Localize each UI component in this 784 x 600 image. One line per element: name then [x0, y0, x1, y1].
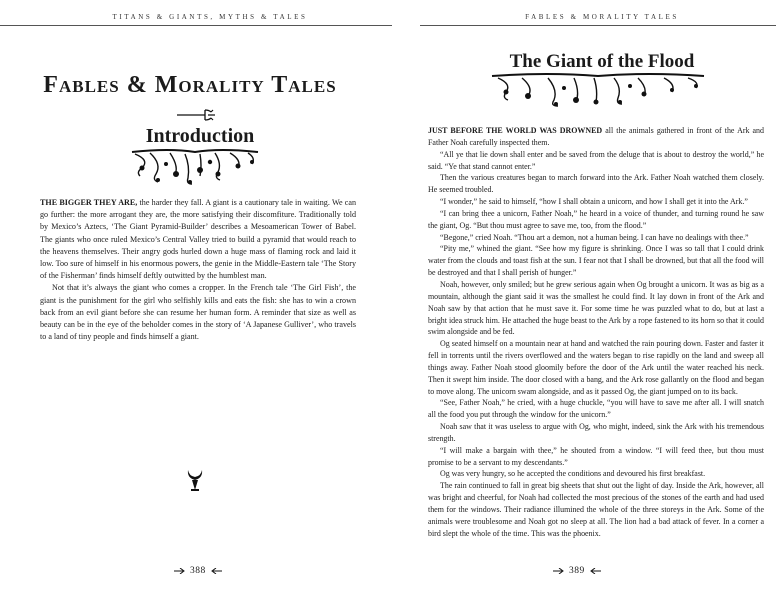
folio-number: 389 — [569, 566, 585, 576]
introduction-heading: Introduction — [145, 125, 255, 147]
paragraph-text: Noah, however, only smiled; but he grew serious again when Og brought a unicorn. It was as big as a mountain, although the giant said it was the smallest he could find. It lay down in front of the Ark and Noah saw by that action that he must save it. For some time he was puzzled what to do, but at last a bright idea struck him. He attached the huge beast to the Ark by a rope fastened to its horn so that it could swim alongside and be fed. — [428, 279, 764, 337]
trident-icon — [175, 108, 219, 122]
page-number — [174, 566, 222, 576]
folio-ornament-icon — [174, 568, 186, 574]
running-head: FABLES & MORALITY TALES — [525, 13, 679, 21]
paragraph — [428, 397, 764, 421]
running-head: TITANS & GIANTS, MYTHS & TALES — [112, 13, 308, 21]
paragraph-text: “I will make a bargain with thee,” he shouted from a window. “I will feed thee, but thou must promise to be a servant to my descendants.” — [428, 445, 764, 467]
paragraph-text: “I wonder,” he said to himself, “how I shall obtain a unicorn, and how I shall get it into the Ark.” — [440, 197, 748, 207]
story-title: The Giant of the Flood — [509, 51, 695, 72]
paragraph-text: Then the various creatures began to march forward into the Ark. Father Noah watched them closely. He seemed troubled. — [428, 173, 764, 195]
story-text — [428, 125, 764, 540]
paragraph-text: Og seated himself on a mountain near at hand and watched the rain pouring down. Faster and faster it fell in torrents until the rivers overflowed and the waters began to rise rapidly on the land and sweep all things away. Father Noah stood gloomily before the door of the Ark until the water reached his neck. Then it swept him inside. The door closed with a bang, and the Ark rose gallantly on the flood and began to move along. The unicorn swam alongside, and as it passed Og, the giant jumped on to its back. — [428, 339, 764, 396]
swirl-ornament-icon — [488, 72, 708, 110]
paragraph-text: “See, Father Noah,” he cried, with a huge chuckle, “you will have to save me after all. I will snatch all the food you put through the window for the unicorn.” — [428, 398, 764, 420]
horned-ornament-icon — [186, 468, 204, 492]
lead-in: JUST BEFORE THE WORLD WAS DROWNED — [428, 126, 603, 135]
paragraph-text: “All ye that lie down shall enter and be saved from the deluge that is about to destroy the world,” he said. “Ye that stand cannot enter.” — [428, 149, 764, 171]
paragraph-text: The rain continued to fall in great big sheets that shut out the light of day. Inside the Ark, however, all was bright and cheerful, for Noah had collected the most precious of the stones of the earth and had used them for the windows. Their radiance illumined the whole of the three storeys in the Ark. Some of the animals were troublesome and Noah got no sleep at all. The lion had a bad attack of fever. In a corner a bird slept the whole of the time. This was the phoenix. — [428, 481, 764, 538]
paragraph-text: all the animals gathered in front of the Ark and Father Noah carefully inspected them. — [428, 126, 764, 147]
swirl-ornament-icon — [130, 146, 260, 186]
paragraph — [428, 172, 764, 196]
paragraph — [428, 232, 764, 244]
paragraph — [428, 125, 764, 149]
paragraph-text: “I can bring thee a unicorn, Father Noah,” he heard in a voice of thunder, and turning round he saw the giant, Og. “But thou must agree to save me, too, from the flood.” — [428, 208, 764, 230]
paragraph-text: Noah saw that it was useless to argue with Og, who might, indeed, sink the Ark with his tremendous strength. — [428, 422, 764, 443]
paragraph-text: Not that it’s always the giant who comes a cropper. In the French tale ‘The Girl Fish’, the giant is the punishment for the girl who selfishly kills and eats the fish: she has to win a crown back from an evil giant before she can resume her human form. A reminder that size as well as beauty can be in the eye of the beholder comes in the story of ‘A Japanese Gulliver’, who travels to a land of tiny people and finds himself a giant. — [40, 283, 356, 342]
paragraph — [428, 149, 764, 173]
folio-ornament-icon — [553, 568, 565, 574]
paragraph — [428, 208, 764, 232]
paragraph — [428, 243, 764, 279]
right-page — [392, 0, 784, 600]
paragraph — [428, 421, 764, 445]
paragraph-text: Og was very hungry, so he accepted the conditions and devoured his first breakfast. — [440, 469, 706, 479]
lead-in: THE BIGGER THEY ARE, — [40, 198, 138, 207]
paragraph — [40, 197, 356, 282]
folio-ornament-icon — [210, 568, 222, 574]
paragraph-text: “Begone,” cried Noah. “Thou art a demon, not a human being. I can have no dealings with thee.” — [440, 232, 749, 242]
paragraph-text: “Pity me,” whined the giant. “See how my figure is shrinking. Once I was so tall that I could drink water from the clouds and toast fish at the sun. I fear not that I shall be drowned, but that all the food will be destroyed and that I shall perish of hunger.” — [428, 244, 764, 278]
paragraph — [428, 445, 764, 469]
paragraph-text: the harder they fall. A giant is a cautionary tale in waiting. We can go further: the more arrogant they are, the more satisfying their discomfiture. Traditionally told by Mexico’s Aztecs, ‘The Giant Pyramid-Builder’ describes a Mesoamerican Tower of Babel. The giants who once ruled Mexico’s Central Valley tried to build a pyramid that would reach to the heavens themselves. Their angry gods hurled down a huge mass of flaming rock and laid it low. Too sure of himself in his enormous powers, the genie in the Middle-Eastern tale ‘The Story of the Fisherman’ finds himself deftly outwitted by the humblest man. — [40, 198, 357, 281]
paragraph — [428, 338, 764, 397]
paragraph — [428, 279, 764, 338]
paragraph — [40, 282, 356, 343]
section-title: Fables & Morality Tales — [43, 72, 337, 98]
header-rule — [0, 25, 392, 26]
header-rule — [420, 25, 776, 26]
folio-number: 388 — [190, 566, 206, 576]
introduction-text — [40, 197, 356, 343]
page-number — [553, 566, 601, 576]
paragraph — [428, 468, 764, 480]
paragraph — [428, 480, 764, 539]
paragraph — [428, 196, 764, 208]
folio-ornament-icon — [589, 568, 601, 574]
